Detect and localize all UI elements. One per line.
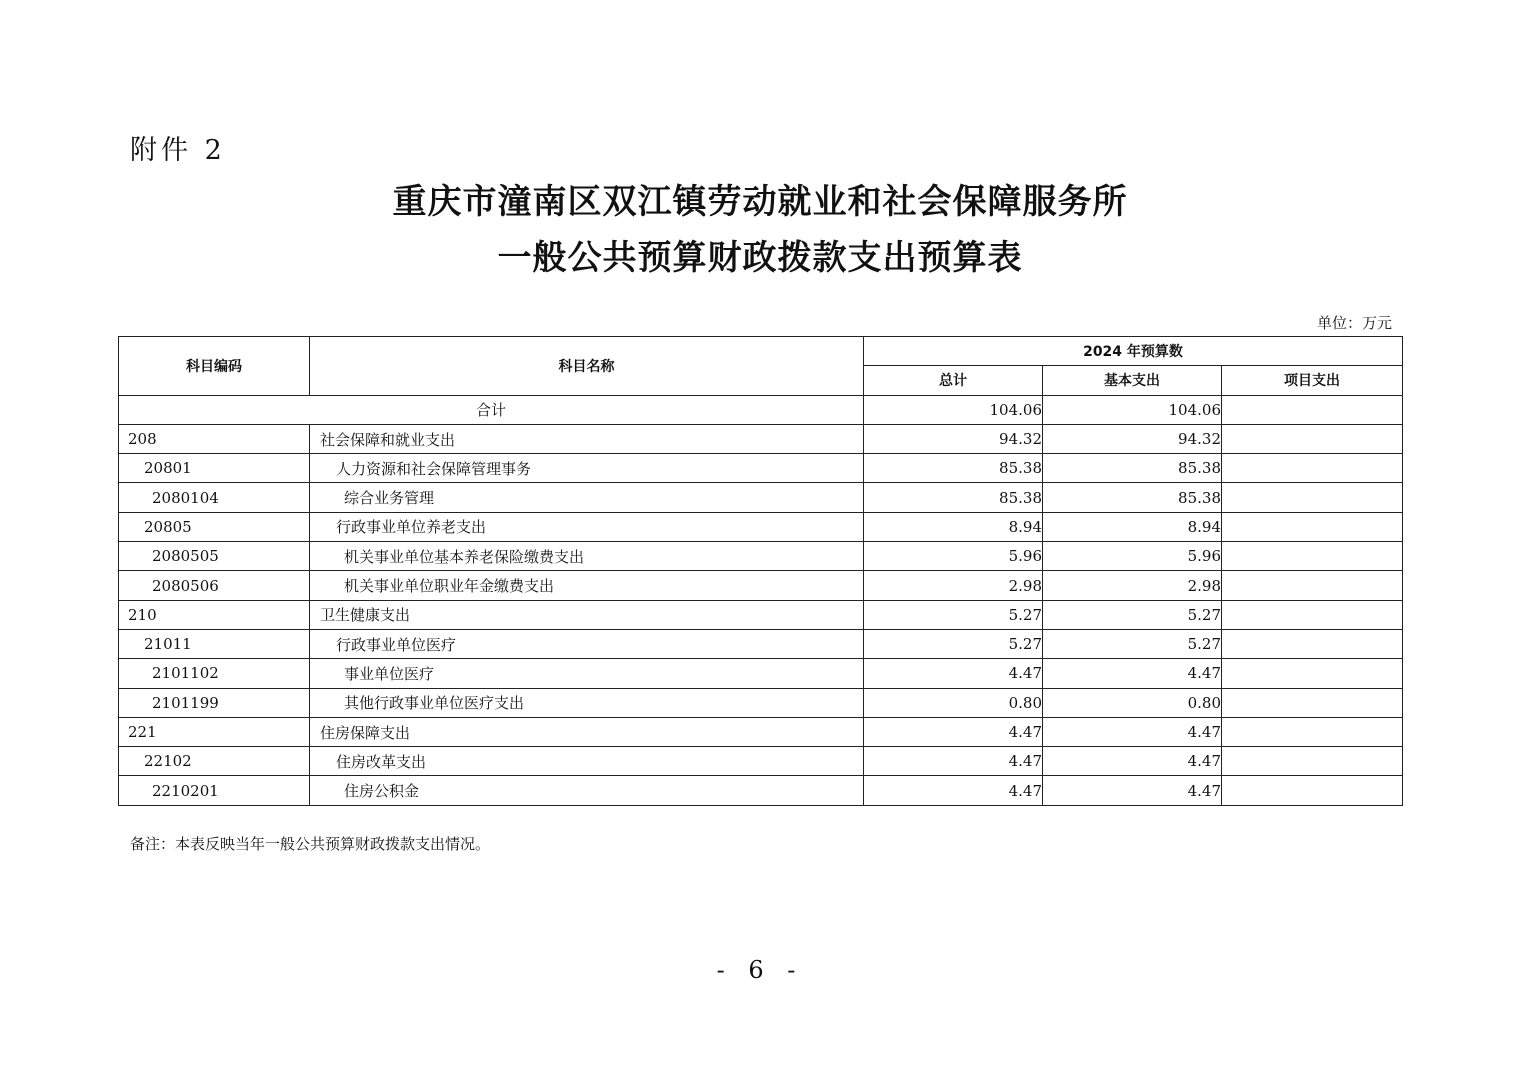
row-basic: 4.47 — [1043, 659, 1222, 688]
header-code: 科目编码 — [119, 337, 310, 396]
table-row — [119, 424, 1403, 453]
row-basic: 5.27 — [1043, 629, 1222, 658]
page-number: - 6 - — [716, 956, 804, 984]
row-code: 20805 — [119, 512, 310, 541]
table-row — [119, 747, 1403, 776]
row-code: 2080505 — [119, 542, 310, 571]
row-name: 住房公积金 — [310, 776, 864, 805]
table-row — [119, 600, 1403, 629]
table-row — [119, 571, 1403, 600]
row-basic: 5.96 — [1043, 542, 1222, 571]
header-row-1 — [119, 337, 1403, 366]
table-row — [119, 659, 1403, 688]
row-basic: 4.47 — [1043, 717, 1222, 746]
row-project — [1222, 717, 1403, 746]
table-row — [119, 688, 1403, 717]
unit-label: 单位：万元 — [1316, 314, 1392, 332]
row-code: 21011 — [119, 629, 310, 658]
row-total: 5.96 — [864, 542, 1043, 571]
row-basic: 85.38 — [1043, 454, 1222, 483]
row-name: 住房保障支出 — [310, 717, 864, 746]
header-project: 项目支出 — [1222, 366, 1403, 395]
table-row — [119, 776, 1403, 805]
row-total: 0.80 — [864, 688, 1043, 717]
table-row — [119, 542, 1403, 571]
row-total: 4.47 — [864, 659, 1043, 688]
header-name: 科目名称 — [310, 337, 864, 396]
row-project — [1222, 688, 1403, 717]
document-title-line-1: 重庆市潼南区双江镇劳动就业和社会保障服务所 — [392, 182, 1128, 222]
row-name: 其他行政事业单位医疗支出 — [310, 688, 864, 717]
header-basic: 基本支出 — [1043, 366, 1222, 395]
row-project — [1222, 483, 1403, 512]
row-code: 210 — [119, 600, 310, 629]
table-note: 备注：本表反映当年一般公共预算财政拨款支出情况。 — [130, 835, 491, 853]
row-basic: 85.38 — [1043, 483, 1222, 512]
row-project — [1222, 747, 1403, 776]
row-project — [1222, 454, 1403, 483]
row-basic: 0.80 — [1043, 688, 1222, 717]
row-total: 8.94 — [864, 512, 1043, 541]
header-total: 总计 — [864, 366, 1043, 395]
attachment-label: 附件 2 — [130, 135, 226, 166]
total-row-project — [1222, 395, 1403, 424]
row-total: 94.32 — [864, 424, 1043, 453]
row-total: 5.27 — [864, 629, 1043, 658]
row-code: 2210201 — [119, 776, 310, 805]
row-name: 住房改革支出 — [310, 747, 864, 776]
row-name: 机关事业单位基本养老保险缴费支出 — [310, 542, 864, 571]
row-total: 5.27 — [864, 600, 1043, 629]
table-row — [119, 512, 1403, 541]
row-code: 208 — [119, 424, 310, 453]
row-total: 85.38 — [864, 483, 1043, 512]
row-basic: 4.47 — [1043, 747, 1222, 776]
row-code: 2101199 — [119, 688, 310, 717]
total-row — [119, 395, 1403, 424]
row-total: 2.98 — [864, 571, 1043, 600]
row-total: 4.47 — [864, 747, 1043, 776]
row-basic: 94.32 — [1043, 424, 1222, 453]
total-label: 合计 — [119, 395, 864, 424]
table-row — [119, 629, 1403, 658]
row-name: 机关事业单位职业年金缴费支出 — [310, 571, 864, 600]
row-name: 社会保障和就业支出 — [310, 424, 864, 453]
total-row-basic: 104.06 — [1043, 395, 1222, 424]
row-code: 221 — [119, 717, 310, 746]
budget-table — [118, 336, 1403, 806]
row-project — [1222, 424, 1403, 453]
row-total: 4.47 — [864, 717, 1043, 746]
row-name: 事业单位医疗 — [310, 659, 864, 688]
row-basic: 5.27 — [1043, 600, 1222, 629]
row-name: 综合业务管理 — [310, 483, 864, 512]
table-row — [119, 717, 1403, 746]
row-basic: 8.94 — [1043, 512, 1222, 541]
row-project — [1222, 629, 1403, 658]
row-name: 人力资源和社会保障管理事务 — [310, 454, 864, 483]
row-name: 行政事业单位医疗 — [310, 629, 864, 658]
row-project — [1222, 512, 1403, 541]
row-project — [1222, 542, 1403, 571]
row-code: 2101102 — [119, 659, 310, 688]
row-code: 20801 — [119, 454, 310, 483]
table-row — [119, 483, 1403, 512]
row-project — [1222, 600, 1403, 629]
row-project — [1222, 571, 1403, 600]
row-code: 22102 — [119, 747, 310, 776]
row-project — [1222, 659, 1403, 688]
row-name: 行政事业单位养老支出 — [310, 512, 864, 541]
row-basic: 2.98 — [1043, 571, 1222, 600]
row-total: 85.38 — [864, 454, 1043, 483]
row-total: 4.47 — [864, 776, 1043, 805]
row-basic: 4.47 — [1043, 776, 1222, 805]
table-row — [119, 454, 1403, 483]
row-project — [1222, 776, 1403, 805]
row-code: 2080104 — [119, 483, 310, 512]
total-row-total: 104.06 — [864, 395, 1043, 424]
row-name: 卫生健康支出 — [310, 600, 864, 629]
header-year-group: 2024 年预算数 — [864, 337, 1403, 366]
row-code: 2080506 — [119, 571, 310, 600]
document-title-line-2: 一般公共预算财政拨款支出预算表 — [497, 238, 1023, 278]
